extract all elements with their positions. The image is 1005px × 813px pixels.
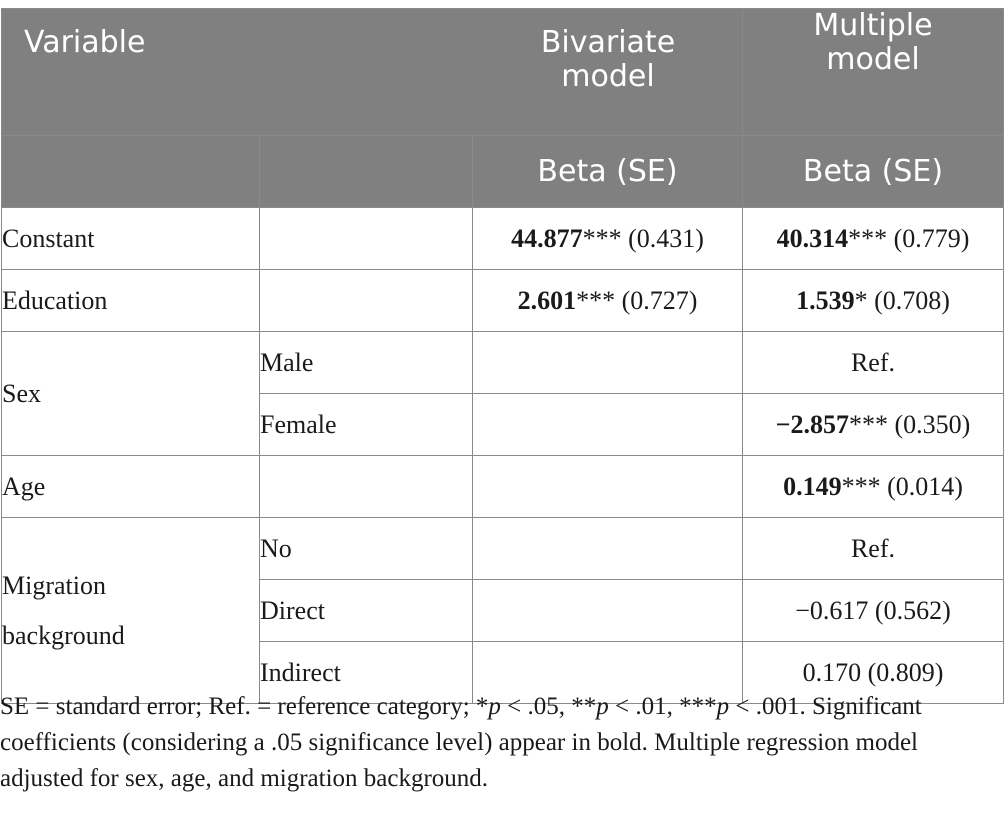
header-beta-se-bivariate: Beta (SE): [473, 136, 743, 208]
empty-cell: [260, 270, 473, 332]
multiple-value: Ref.: [743, 332, 1004, 394]
header-variable: [2, 9, 743, 136]
header-beta-se-multiple: Beta (SE): [743, 136, 1004, 208]
multiple-value: 0.149*** (0.014): [743, 456, 1004, 518]
table-row-migration-no: [2, 518, 1004, 580]
row-label-migration: [2, 518, 260, 704]
header-multiple: [743, 9, 1004, 136]
header-bivariate: [473, 26, 743, 94]
row-label: Age: [2, 456, 260, 518]
header-bivariate-label: Bivariate model: [540, 25, 676, 94]
header-row-2: [2, 136, 1004, 208]
multiple-value: Ref.: [743, 518, 1004, 580]
multiple-value: 0.170 (0.809): [743, 642, 1004, 704]
table-footnote: SE = standard error; Ref. = reference category; *p < .05, **p < .01, ***p < .001. Significant coefficients (considering a .05 significance level) appear in bold. Multiple regression model adjusted for sex, age, and migration background.: [0, 693, 922, 792]
sub-label-male: Male: [260, 332, 473, 394]
row-label: Education: [2, 270, 260, 332]
empty-cell: [473, 518, 743, 580]
table-row-education: [2, 270, 1004, 332]
migration-label-line1: Migration: [2, 570, 106, 600]
sub-label-no: No: [260, 518, 473, 580]
regression-table: [1, 8, 1004, 704]
row-label-sex: Sex: [2, 332, 260, 456]
empty-cell: [473, 332, 743, 394]
header-row-1: [2, 9, 1004, 136]
table-row-age: [2, 456, 1004, 518]
multiple-value: −0.617 (0.562): [743, 580, 1004, 642]
table-row-constant: [2, 208, 1004, 270]
header-empty-1: [2, 136, 260, 208]
row-label: Constant: [2, 208, 260, 270]
sub-label-direct: Direct: [260, 580, 473, 642]
empty-cell: [260, 208, 473, 270]
multiple-value: 40.314*** (0.779): [743, 208, 1004, 270]
sub-label-indirect: Indirect: [260, 642, 473, 704]
empty-cell: [260, 456, 473, 518]
table-row-sex-male: [2, 332, 1004, 394]
header-empty-2: [260, 136, 473, 208]
empty-cell: [473, 394, 743, 456]
header-variable-label: Variable: [24, 25, 146, 60]
sub-label-female: Female: [260, 394, 473, 456]
multiple-value: 1.539* (0.708): [743, 270, 1004, 332]
regression-table-container: [0, 8, 1005, 704]
header-multiple-label: Multiple model: [813, 8, 933, 77]
bivariate-value: 2.601*** (0.727): [473, 270, 743, 332]
multiple-value: −2.857*** (0.350): [743, 394, 1004, 456]
empty-cell: [473, 580, 743, 642]
bivariate-value: 44.877*** (0.431): [473, 208, 743, 270]
empty-cell: [473, 456, 743, 518]
migration-label-line2: background: [2, 620, 125, 650]
